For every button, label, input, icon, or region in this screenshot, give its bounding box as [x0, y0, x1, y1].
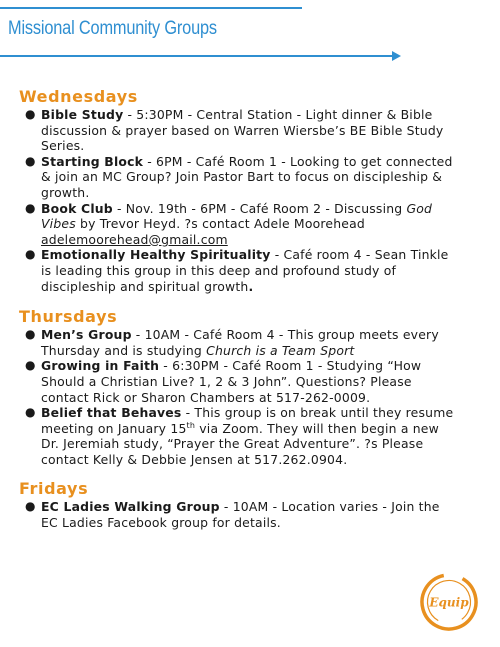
bullet-icon: ● [25, 405, 36, 420]
list-item [19, 201, 459, 248]
group-details-contact: via Zoom. They will then begin a new Dr. Jeremiah study, “Prayer the Great Adventure”. ?s Please contact Kelly & Debbie Jensen at 517.262.0904. [41, 420, 439, 467]
bullet-icon: ● [25, 153, 36, 168]
friday-group-list [19, 499, 459, 530]
arrow-rule [0, 55, 394, 57]
group-name: Growing in Faith [41, 358, 160, 374]
group-details: - 10AM - Location varies - Join the EC Ladies Facebook group for details. [41, 499, 440, 531]
bullet-icon: ● [25, 327, 36, 342]
bullet-icon: ● [25, 200, 36, 215]
group-name: Book Club [41, 200, 113, 216]
end-period: . [248, 278, 254, 294]
bullet-icon: ● [25, 499, 36, 514]
group-name: Starting Block [41, 153, 144, 169]
group-details: - Café room 4 - Sean Tinkle is leading this group in this deep and profound study of discipleship and spiritual growth [41, 247, 449, 294]
thursday-group-list [19, 327, 459, 467]
equip-logo [419, 572, 479, 632]
book-title: Church is a Team Sport [206, 342, 355, 358]
group-name: Belief that Behaves [41, 405, 182, 421]
schedule-content [19, 87, 459, 531]
group-details: - 5:30PM - Central Station - Light dinner & Bible discussion & prayer based on Warren Wiersbe’s BE Bible Study Series. [41, 107, 444, 154]
bullet-icon: ● [25, 358, 36, 373]
group-name: Men’s Group [41, 327, 132, 343]
logo-text: Equip [429, 595, 469, 610]
group-details: - 6:30PM - Café Room 1 - Studying “How Should a Christian Live? 1, 2 & 3 John”. Questions? Please contact Rick or Sharon Chambers at 517-262-0009. [41, 358, 422, 405]
list-item [19, 499, 459, 530]
list-item [19, 247, 459, 294]
group-name: EC Ladies Walking Group [41, 499, 220, 515]
ordinal-suffix: th [186, 420, 196, 430]
wednesday-group-list [19, 107, 459, 294]
group-name: Emotionally Healthy Spirituality [41, 247, 271, 263]
group-details: - 10AM - Café Room 4 - This group meets every Thursday and is studying [41, 327, 439, 358]
arrow-right-icon [392, 51, 401, 61]
day-heading-wednesdays: Wednesdays [19, 87, 138, 106]
group-details: - 6PM - Café Room 1 - Looking to get connected & join an MC Group? Join Pastor Bart to focus on discipleship & growth. [41, 153, 453, 200]
list-item [19, 107, 459, 154]
book-title: God Vibes [41, 200, 433, 232]
list-item [19, 327, 459, 358]
day-heading-fridays: Fridays [19, 479, 89, 499]
list-item [19, 405, 459, 467]
bullet-icon: ● [25, 107, 36, 121]
email-link[interactable]: adelemoorehead@gmail.com [41, 231, 228, 247]
group-name: Bible Study [41, 107, 124, 122]
bullet-icon: ● [25, 247, 36, 262]
group-details-contact: by Trevor Heyd. ?s contact Adele Moorehead [75, 216, 365, 232]
page-title: Missional Community Groups [8, 18, 217, 39]
day-heading-thursdays: Thursdays [19, 307, 118, 327]
list-item [19, 358, 459, 405]
group-details: - Nov. 19th - 6PM - Café Room 2 - Discussing [112, 200, 407, 216]
list-item [19, 154, 459, 201]
top-rule [0, 7, 302, 9]
group-details: - This group is on break until they resume meeting on January 15 [41, 405, 454, 436]
